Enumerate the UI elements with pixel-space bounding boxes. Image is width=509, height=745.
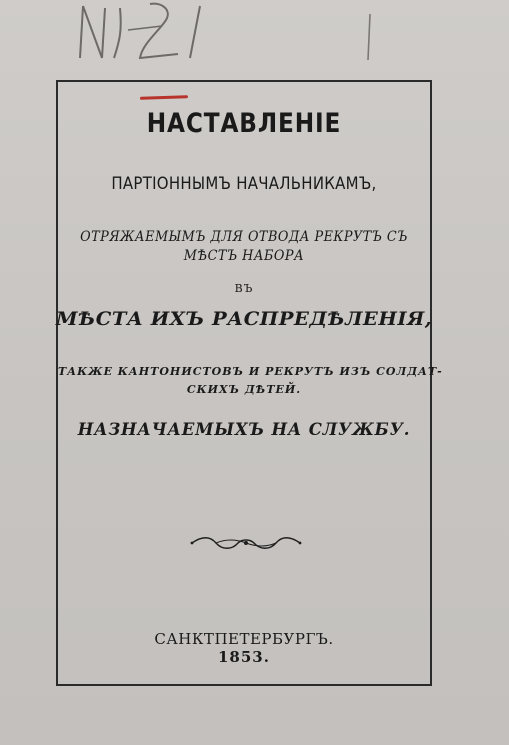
description-line-2: МѢСТЪ НАБОРА (183, 248, 305, 264)
also-line-2: СКИХЪ ДѢТЕЙ. (186, 383, 302, 396)
handwritten-inventory-note (50, 0, 410, 70)
title-page-border (55, 80, 443, 686)
also-line-1: ТАКЖЕ КАНТОНИСТОВЪ И РЕКРУТЪ ИЗЪ СОЛДАТ- (58, 365, 443, 378)
publication-year: 1853. (218, 648, 270, 666)
preposition: ВЪ (234, 282, 254, 295)
publication-city: САНКТПЕТЕРБУРГЪ. (154, 630, 334, 648)
document-subtitle: ПАРТIОННЫМЪ НАЧАЛЬНИКАМЪ, (111, 174, 377, 194)
document-title: НАСТАВЛЕНIЕ (146, 108, 342, 139)
assigned-line: НАЗНАЧАЕМЫХЪ НА СЛУЖБУ. (77, 420, 411, 439)
red-pencil-mark (140, 95, 188, 100)
description-line-1: ОТРЯЖАЕМЫМЪ ДЛЯ ОТВОДА РЕКРУТЪ СЪ (80, 229, 408, 245)
ornament-divider-icon (188, 534, 304, 552)
destination-line: МѢСТА ИХЪ РАСПРЕДѢЛЕНIЯ, (55, 308, 433, 330)
